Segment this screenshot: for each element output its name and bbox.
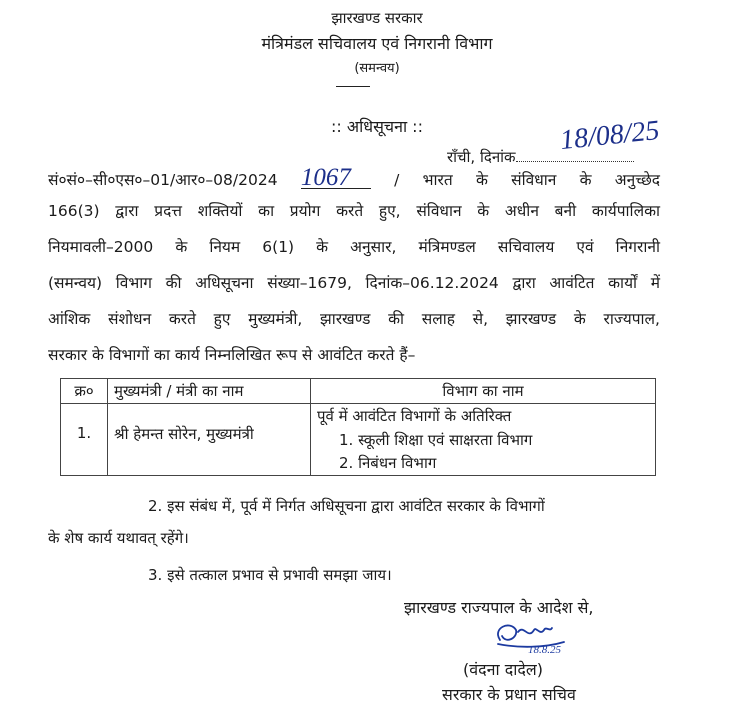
table-row [61, 404, 656, 476]
row-departments [311, 404, 656, 476]
departments-intro: पूर्व में आवंटित विभागों के अतिरिक्त [317, 407, 512, 425]
department-name: मंत्रिमंडल सचिवालय एवं निगरानी विभाग [261, 34, 493, 53]
division-name: (समन्वय) [354, 61, 400, 76]
place-date-label: राँची, दिनांक [447, 148, 516, 166]
body-line-2: 166(3) द्वारा प्रदत्त शक्तियों का प्रयोग करते हुए, संविधान के अधीन बनी कार्यपालिका [48, 202, 660, 220]
row-minister-name: श्री हेमन्त सोरेन, मुख्यमंत्री [108, 404, 311, 476]
col-header-minister: मुख्यमंत्री / मंत्री का नाम [108, 379, 311, 404]
header-divider [336, 86, 370, 87]
clause-two-line-1: 2. इस संबंध में, पूर्व में निर्गत अधिसूचना द्वारा आवंटित सरकार के विभागों [148, 497, 545, 515]
signature-date: 18.8.25 [528, 644, 561, 656]
body-line-1: भारत के संविधान के अनुच्छेद [422, 171, 661, 189]
allocation-table [60, 378, 656, 476]
signatory-name: (वंदना दादेल) [463, 660, 543, 679]
clause-two-line-2: के शेष कार्य यथावत् रहेंगे। [48, 529, 189, 547]
government-name: झारखण्ड सरकार [331, 9, 423, 27]
notification-title: :: अधिसूचना :: [331, 117, 423, 136]
body-line-5: आंशिक संशोधन करते हुए मुख्यमंत्री, झारखण्ड की सलाह से, झारखण्ड के राज्यपाल, [48, 310, 660, 328]
notification-body [48, 164, 661, 384]
table-header-row [61, 379, 656, 404]
clause-three: 3. इसे तत्काल प्रभाव से प्रभावी समझा जाय। [148, 566, 392, 584]
signatory-designation: सरकार के प्रधान सचिव [442, 685, 576, 704]
reference-line [48, 164, 661, 204]
handwritten-date: 18/08/25 [558, 114, 661, 157]
body-line-4: (समन्वय) विभाग की अधिसूचना संख्या–1679, दिनांक–06.12.2024 द्वारा आवंटित कार्यों में [48, 274, 660, 292]
reference-number: 1067 [301, 168, 371, 189]
body-line-3: नियमावली–2000 के नियम 6(1) के अनुसार, मंत्रिमण्डल सचिवालय एवं निगरानी [48, 238, 660, 256]
by-order-line: झारखण्ड राज्यपाल के आदेश से, [404, 598, 594, 617]
col-header-department: विभाग का नाम [311, 379, 656, 404]
col-header-serial: क्र० [61, 379, 108, 404]
reference-suffix: / [394, 171, 400, 189]
department-item: 1. स्कूली शिक्षा एवं साक्षरता विभाग [339, 431, 533, 449]
body-line-6: सरकार के विभागों का कार्य निम्नलिखित रूप से आवंटित करते हैं– [48, 346, 416, 364]
reference-prefix: सं०सं०–सी०एस०–01/आर०–08/2024 [48, 171, 278, 189]
department-item: 2. निबंधन विभाग [339, 454, 437, 472]
row-serial: 1. [61, 404, 108, 476]
